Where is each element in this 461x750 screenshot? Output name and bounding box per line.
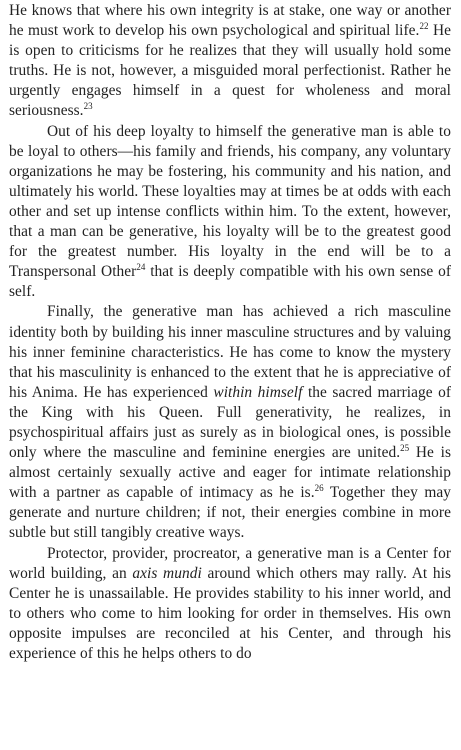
paragraph-4 xyxy=(9,544,451,665)
paragraph-text: Finally, the generative man has achieved a rich masculine identity both by building his inner masculine structures and by valuing his inner feminine characteristics. He has come to know the mystery that his masculinity is enhanced to the extent that he is appreciative of his Anima. He has experienced xyxy=(9,303,451,401)
footnote-marker-26: 26 xyxy=(314,483,324,494)
page-body-text xyxy=(9,1,451,664)
paragraph-text: He knows that where his own integrity is at stake, one way or another he must work to develop his own psychological and spiritual life. xyxy=(9,2,451,40)
footnote-marker-22: 22 xyxy=(419,21,429,32)
paragraph-text: He is open to criticisms for he realizes that they will usually hold some truths. He is not, however, a misguided moral perfectionist. Rather he urgently engages himself in a quest for wholeness and moral seriousness. xyxy=(9,22,451,120)
footnote-marker-23: 23 xyxy=(83,101,93,112)
paragraph-text: Together they may generate and nurture children; if not, their energies combine in more subtle but still tangibly creative ways. xyxy=(9,484,451,542)
paragraph-text: He is almost certainly sexually active and eager for intimate relationship with a partner as capable of intimacy as he is. xyxy=(9,444,451,502)
paragraph-text: around which others may rally. At his Center he is unassailable. He provides stability to his inner world, and to others who come to him looking for order in themselves. His own opposite impulses are reconciled at his Center, and through his experience of this he helps others to do xyxy=(9,564,451,662)
paragraph-text: Out of his deep loyalty to himself the generative man is able to be loyal to others—his family and friends, his company, any voluntary organizations he may be fostering, his community and his nation, and ultimately his world. These loyalties may at times be at odds with each other and set up intense conflicts within him. To the extent, however, that a man can be generative, his loyalty will be to the greatest good for the greatest number. His loyalty in the end will be to a Transpersonal Other xyxy=(9,122,451,281)
paragraph-text: the sacred marriage of the King with his Queen. Full generativity, he realizes, in psychospiritual affairs just as surely as in biological ones, is possible only where the masculine and feminine energies are united. xyxy=(9,383,452,462)
paragraph-text: that is deeply compatible with his own sense of self. xyxy=(9,263,451,301)
paragraph-1 xyxy=(9,1,451,122)
paragraph-2 xyxy=(9,122,451,303)
paragraph-text: Protector, provider, procreator, a generative man is a Center for world building, an xyxy=(9,544,451,582)
italic-phrase: axis mundi xyxy=(132,564,202,582)
footnote-marker-24: 24 xyxy=(136,262,146,273)
paragraph-3 xyxy=(9,302,451,543)
footnote-marker-25: 25 xyxy=(400,443,410,454)
italic-phrase: within himself xyxy=(213,383,303,401)
